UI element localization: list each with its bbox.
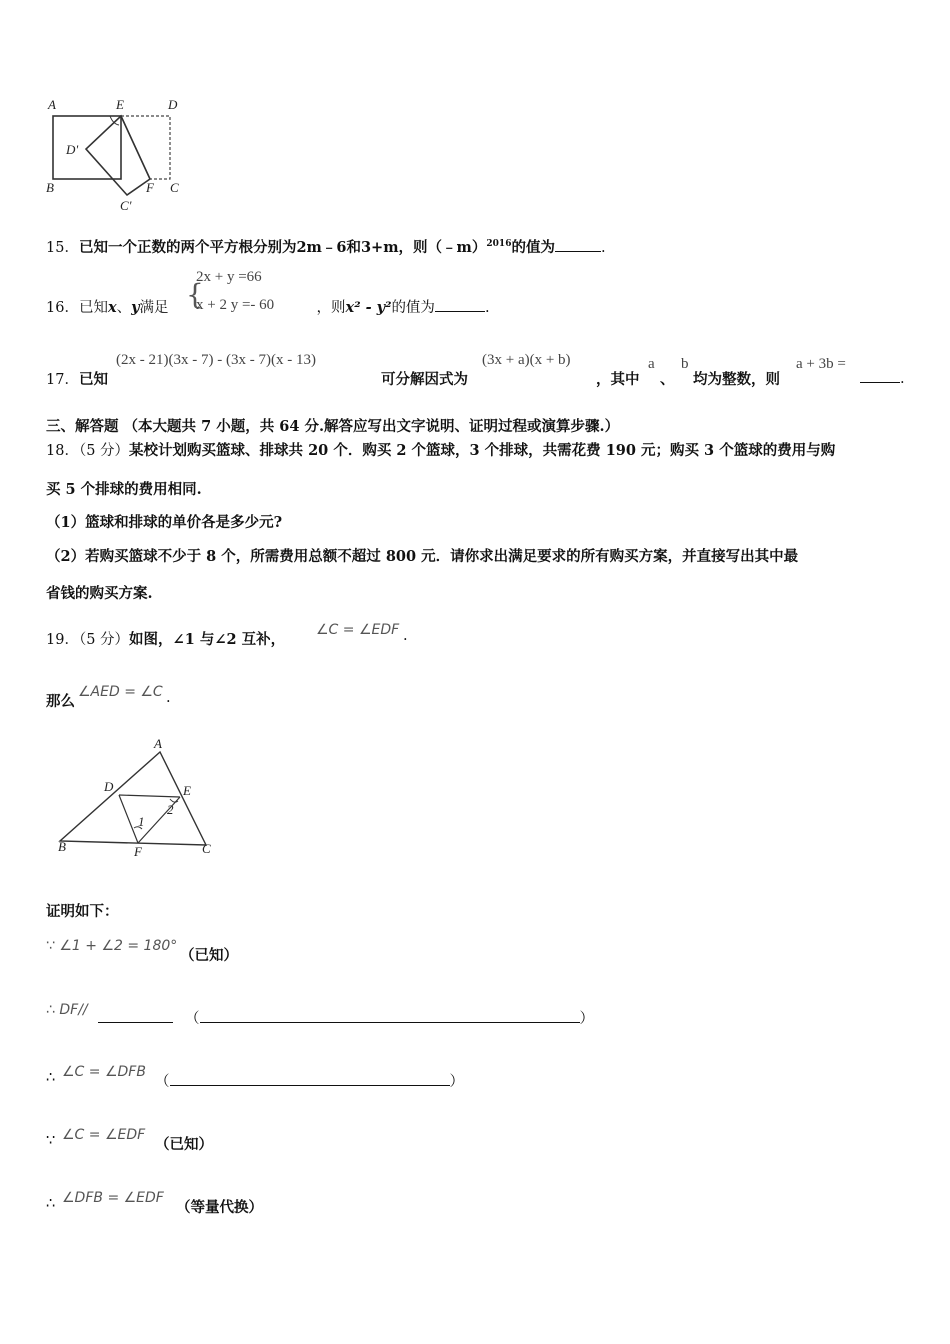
q15-text: 已知一个正数的两个平方根分别为2m﹣6和3+m，则（﹣m） bbox=[78, 239, 487, 256]
q16-tail: 的值为 bbox=[391, 300, 435, 316]
q19-score: （5 分） bbox=[78, 632, 130, 648]
folded-quad bbox=[86, 116, 150, 195]
fig1-label-cprime: C' bbox=[120, 198, 132, 213]
q15-answer-blank[interactable] bbox=[555, 237, 601, 252]
folded-rectangle-figure bbox=[40, 92, 200, 214]
fig1-label-e: E bbox=[116, 97, 124, 112]
q18-text-1: 某校计划购买篮球、排球共 20 个．购买 2 个篮球，3 个排球，共需花费 190 元；购买 3 个篮球的费用与购 bbox=[129, 442, 836, 459]
fig1-label-f: F bbox=[146, 180, 154, 195]
fig1-label-c: C bbox=[170, 180, 179, 195]
fig2-label-f: F bbox=[134, 844, 142, 859]
q19-conclusion: ∠AED = ∠C bbox=[78, 684, 163, 700]
angle-arc-e bbox=[110, 116, 119, 125]
question-18-line-2: 买 5 个排球的费用相同. bbox=[46, 481, 202, 498]
fig2-label-d: D bbox=[104, 779, 114, 794]
proof-blank-3[interactable] bbox=[170, 1071, 450, 1086]
fig1-label-d: D bbox=[168, 97, 178, 112]
q16-answer-blank[interactable] bbox=[435, 297, 485, 312]
q16-brace: { bbox=[186, 278, 204, 311]
q17-middle-text-3: 均为整数，则 bbox=[693, 371, 780, 388]
segment-df bbox=[119, 795, 138, 843]
proof-line-2-math: ∴ DF// bbox=[46, 1002, 88, 1018]
proof-line-4-reason: （已知） bbox=[155, 1136, 213, 1153]
q19-number: 19． bbox=[46, 632, 79, 648]
proof-blank-1[interactable] bbox=[98, 1008, 173, 1023]
fig1-label-dprime: D' bbox=[66, 142, 79, 157]
q16-mid: 满足 bbox=[139, 300, 169, 316]
q16-equation-2: x + 2 y =- 60 bbox=[196, 297, 275, 313]
question-15 bbox=[46, 236, 606, 257]
q16-sep: 、 bbox=[116, 300, 132, 316]
q18-number: 18． bbox=[46, 443, 79, 459]
q17-sep: 、 bbox=[660, 371, 675, 388]
fig1-label-a: A bbox=[48, 97, 56, 112]
proof-line-2-blanks: （ ） bbox=[98, 1007, 594, 1028]
proof-blank-2[interactable] bbox=[200, 1008, 580, 1023]
fig2-label-a: A bbox=[154, 736, 162, 751]
q19-condition: ∠C = ∠EDF bbox=[316, 622, 400, 638]
q17-var-a: a bbox=[648, 356, 655, 372]
segment-de bbox=[119, 795, 180, 797]
proof-line-5-reason: （等量代换） bbox=[176, 1199, 263, 1216]
q19-then: 那么 bbox=[46, 693, 75, 710]
q16-expr: x² - y² bbox=[345, 299, 392, 316]
q17-expression-1: (2x - 21)(3x - 7) - (3x - 7)(x - 13) bbox=[116, 352, 316, 368]
q17-expression-3: a + 3b = bbox=[796, 356, 846, 372]
question-19 bbox=[46, 628, 285, 649]
proof-line-5-math: ∠DFB = ∠EDF bbox=[62, 1190, 164, 1206]
triangle-figure bbox=[50, 733, 225, 861]
q19-end: . bbox=[403, 628, 408, 644]
q16-equation-1: 2x + y =66 bbox=[196, 269, 262, 285]
question-18-sub-1: （1）篮球和排球的单价各是多少元? bbox=[46, 514, 283, 531]
q16-lead: 已知 bbox=[78, 300, 108, 316]
q17-middle-text: 可分解因式为 bbox=[381, 371, 468, 388]
q15-tail: 的值为 bbox=[511, 239, 555, 256]
proof-line-4-math: ∠C = ∠EDF bbox=[62, 1127, 146, 1143]
section-3-heading: 三、解答题 （本大题共 7 小题，共 64 分.解答应写出文字说明、证明过程或演算步骤.） bbox=[46, 418, 620, 435]
proof-line-5-symbol: ∴ bbox=[46, 1196, 56, 1212]
proof-line-1-reason: （已知） bbox=[180, 947, 238, 964]
fig2-label-e: E bbox=[183, 783, 191, 798]
fig2-label-b: B bbox=[58, 839, 66, 854]
fig2-label-1: 1 bbox=[138, 814, 145, 829]
q16-var-y: y bbox=[131, 299, 140, 316]
proof-line-3-blank: （ ） bbox=[155, 1070, 464, 1091]
proof-line-3-math: ∠C = ∠DFB bbox=[62, 1064, 146, 1080]
q16-after: ，则 bbox=[316, 300, 346, 316]
q17-answer-line[interactable]: . bbox=[860, 368, 905, 387]
fig2-label-2: 2 bbox=[167, 802, 174, 817]
q15-exponent: 2016 bbox=[486, 239, 512, 250]
q19-text: 如图，∠1 与∠2 互补， bbox=[129, 631, 286, 648]
proof-line-1-math: ∵ ∠1 + ∠2 = 180° bbox=[46, 938, 178, 954]
q18-score: （5 分） bbox=[78, 443, 130, 459]
proof-line-4-symbol: ∵ bbox=[46, 1133, 56, 1149]
proof-line-3-symbol: ∴ bbox=[46, 1070, 56, 1086]
proof-heading: 证明如下： bbox=[46, 903, 119, 920]
fig2-label-c: C bbox=[202, 841, 211, 856]
q15-number: 15． bbox=[46, 240, 79, 256]
q17-var-b: b bbox=[681, 356, 689, 372]
segment-e-c bbox=[121, 116, 150, 179]
q16-var-x: x bbox=[107, 299, 117, 316]
q15-end: . bbox=[600, 240, 606, 256]
question-18-sub-2b: 省钱的购买方案. bbox=[46, 585, 153, 602]
q17-middle-text-2: ，其中 bbox=[596, 371, 640, 388]
fig1-label-b: B bbox=[46, 180, 54, 195]
q19-end-2: . bbox=[166, 690, 171, 706]
q17-expression-2: (3x + a)(x + b) bbox=[482, 352, 571, 368]
question-17-number: 17．已知 bbox=[46, 371, 108, 388]
q16-end: . bbox=[484, 300, 490, 316]
q16-number: 16． bbox=[46, 300, 79, 316]
question-18-sub-2a: （2）若购买篮球不少于 8 个，所需费用总额不超过 800 元．请你求出满足要求的所有购买方案，并直接写出其中最 bbox=[46, 548, 799, 565]
question-18-line-1 bbox=[46, 439, 835, 460]
